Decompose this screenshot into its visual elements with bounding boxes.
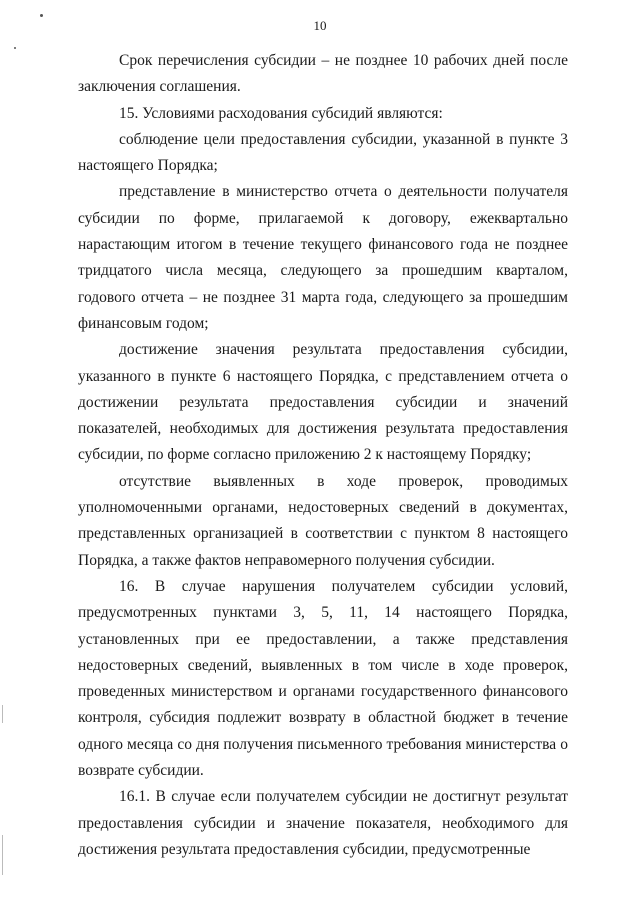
page-number: 10 [313,18,327,33]
scan-edge-mark [2,835,3,875]
paragraph-condition-no-violations: отсутствие выявленных в ходе проверок, проводимых уполномоченными органами, недостоверных сведений в документах, представленных организацией в соответствии с пунктом 8 настоящего Порядка, а также фактов неправомерного получения субсидии. [78,472,568,569]
paragraph-16-1: 16.1. В случае если получателем субсидии не достигнут результат предоставления субсидии и значение показателя, необходимого для достижения результата предоставления субсидии, предусмотренные [78,788,568,858]
scan-speck [40,14,43,17]
paragraph-transfer-term: Срок перечисления субсидии – не позднее 10 рабочих дней после заключения соглашения. [78,52,568,96]
paragraph-16: 16. В случае нарушения получателем субсидии условий, предусмотренных пунктами 3, 5, 11, 14 настоящего Порядка, установленных при ее предоставлении, а также представления недостоверных сведений, выявленных в том числе в ходе проверок, проведенных министерством и органами государственного финансового контроля, субсидия подлежит возврату в областной бюджет в течение одного месяца со дня получения письменного требования министерства о возврате субсидии. [78,577,568,780]
paragraph-condition-purpose: соблюдение цели предоставления субсидии, указанной в пункте 3 настоящего Порядка; [78,130,568,175]
scan-speck [14,47,16,49]
paragraph-15-heading: 15. Условиями расходования субсидий являются: [119,104,443,122]
paragraph-condition-result: достижение значения результата предоставления субсидии, указанного в пункте 6 настоящего Порядка, с представлением отчета о достижении результата предоставления субсидии и значений показателей, необходимых для достижения результата предоставления субсидии, по форме согласно приложению 2 к настоящему Порядку; [78,341,568,464]
scan-edge-mark [2,705,3,723]
body-text [78,48,568,863]
paragraph-condition-report: представление в министерство отчета о деятельности получателя субсидии по форме, прилагаемой к договору, ежеквартально нарастающим итогом в течение текущего финансового года не позднее тридцатого числа месяца, следующего за прошедшим кварталом, годового отчета – не позднее 31 марта года, следующего за прошедшим финансовым годом; [78,183,568,332]
